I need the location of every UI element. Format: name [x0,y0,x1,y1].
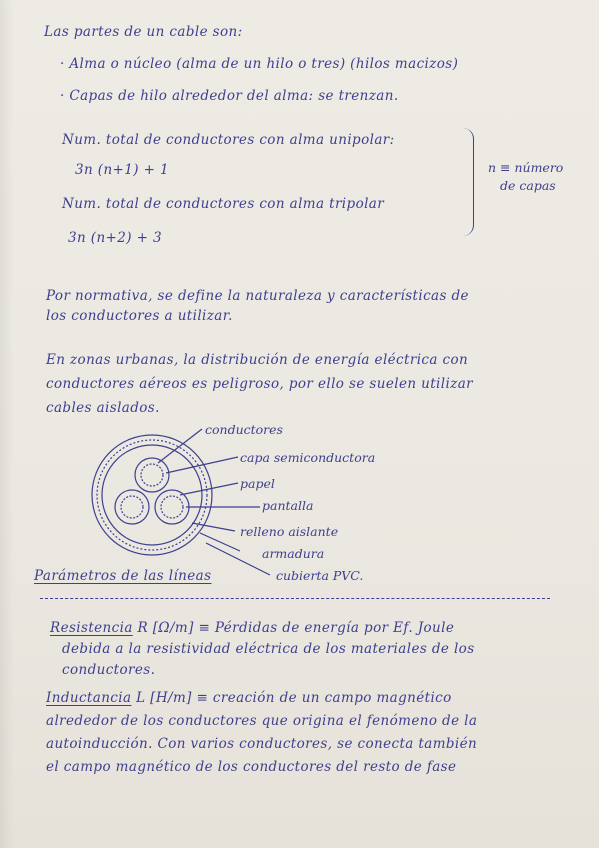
resistencia-line2: debida a la resistividad eléctrica de los materiales de los [62,641,475,657]
section-title: Parámetros de las líneas [34,568,212,584]
resistencia-line1 [50,620,454,636]
inductancia-line4: el campo magnético de los conductores del resto de fase [46,759,457,775]
label-conductores: conductores [205,422,283,437]
section-divider [40,598,550,599]
formula-tripolar-expr: 3n (n+2) + 3 [68,230,162,246]
formula-unipolar-expr: 3n (n+1) + 1 [75,162,169,178]
resistencia-def: R [Ω/m] ≡ Pérdidas de energía por Ef. Joule [137,620,455,636]
page-edge-shadow [0,0,14,848]
formula-tripolar-label: Num. total de conductores con alma tripolar [62,196,385,212]
formula-bracket [463,128,474,236]
note-de-capas: de capas [500,178,556,193]
label-relleno-aislante: relleno aislante [240,524,339,539]
label-armadura: armadura [262,546,325,561]
cable-armour [97,440,207,550]
inductancia-term: Inductancia [46,690,132,706]
conductor-top [135,458,169,492]
resistencia-term: Resistencia [50,620,133,636]
inductancia-line2: alrededor de los conductores que origina el fenómeno de la [46,713,478,729]
resistencia-line3: conductores. [62,662,156,678]
leader-armadura [200,533,240,551]
label-capa-semiconductora: capa semiconductora [240,450,376,465]
paragraph2-line2: conductores aéreos es peligroso, por ello se suelen utilizar [46,376,474,392]
inductancia-def: L [H/m] ≡ creación de un campo magnético [136,690,452,706]
note-n-numero: n ≡ número [488,160,564,175]
formula-unipolar-label: Num. total de conductores con alma unipolar: [62,132,395,148]
paragraph2-line3: cables aislados. [46,400,160,416]
label-papel: papel [240,476,275,491]
leader-papel [180,483,238,495]
inductancia-line1 [46,690,452,706]
conductor-right [155,490,189,524]
paragraph1-line2: los conductores a utilizar. [46,308,233,324]
label-cubierta: cubierta PVC. [276,568,364,583]
paragraph1-line1: Por normativa, se define la naturaleza y características de [46,288,469,304]
bullet-alma: · Alma o núcleo (alma de un hilo o tres) (hilos macizos) [60,56,459,72]
cable-outer-sheath [92,435,212,555]
label-pantalla: pantalla [262,498,314,513]
leader-relleno [192,523,235,531]
cable-inner-layer [102,445,202,545]
intro-line: Las partes de un cable son: [44,24,243,40]
inductancia-line3: autoinducción. Con varios conductores, se conecta también [46,736,478,752]
leader-cubierta [206,543,270,575]
conductor-left [115,490,149,524]
paragraph2-line1: En zonas urbanas, la distribución de energía eléctrica con [46,352,469,368]
leader-capa [166,457,238,473]
bullet-capas: · Capas de hilo alrededor del alma: se trenzan. [60,88,399,104]
